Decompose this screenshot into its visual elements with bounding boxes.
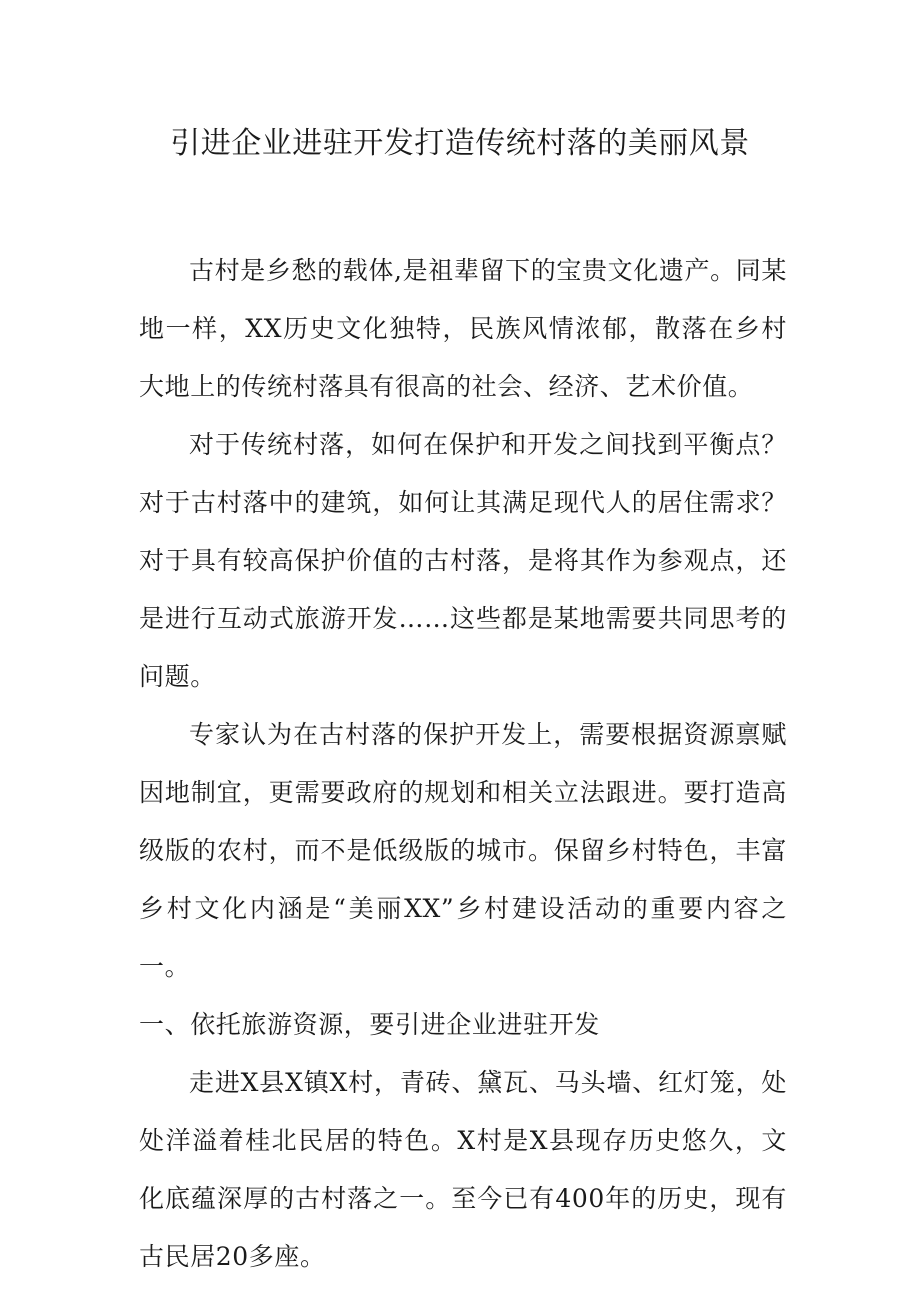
- paragraph-4: 走进X县X镇X村，青砖、黛瓦、马头墙、红灯笼，处处洋溢着桂北民居的特色。X村是X县现存历史悠久，文化底蕴深厚的古村落之一。至今已有400年的历史，现有古民居20多座。: [139, 1068, 787, 1271]
- document-body: [139, 242, 787, 1286]
- document-title: 引进企业进驻开发打造传统村落的美丽风景: [170, 126, 750, 161]
- paragraph-2: 对于传统村落，如何在保护和开发之间找到平衡点？对于古村落中的建筑，如何让其满足现代人的居住需求？对于具有较高保护价值的古村落，是将其作为参观点，还是进行互动式旅游开发……这些都是某地需要共同思考的问题。: [139, 430, 787, 691]
- paragraph-3: 专家认为在古村落的保护开发上，需要根据资源禀赋因地制宜，更需要政府的规划和相关立法跟进。要打造高级版的农村，而不是低级版的城市。保留乡村特色，丰富乡村文化内涵是“美丽XX”乡村建设活动的重要内容之一。: [139, 720, 787, 981]
- section-heading-1: 一、依托旅游资源，要引进企业进驻开发: [139, 1010, 600, 1039]
- paragraph-1: 古村是乡愁的载体,是祖辈留下的宝贵文化遗产。同某地一样，XX历史文化独特，民族风情浓郁，散落在乡村大地上的传统村落具有很高的社会、经济、艺术价值。: [139, 256, 787, 401]
